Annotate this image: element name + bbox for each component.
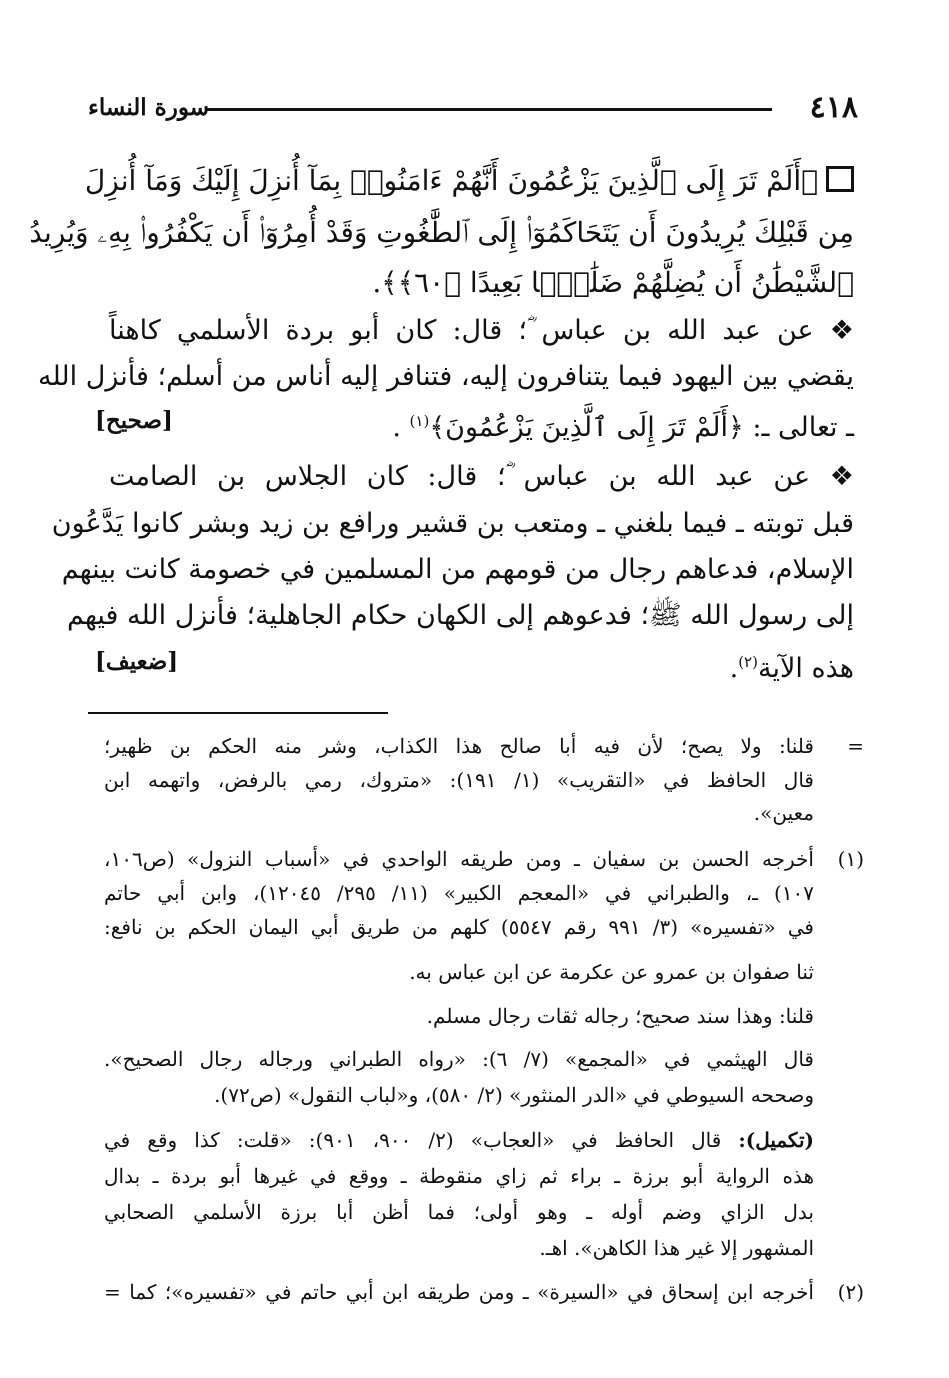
footnote-line: قال الحافظ في «التقريب» (١/ ١٩١): «متروك، رمي بالرفض، واتهمه ابن xyxy=(104,768,814,792)
footnote-line: معين». xyxy=(753,801,814,825)
footnote-line: قلنا: ولا يصح؛ لأن فيه أبا صالح هذا الكذاب، وشر منه الحكم بن ظهير؛ xyxy=(104,734,814,758)
square-bullet-icon xyxy=(826,166,854,192)
surah-title: سورة النساء xyxy=(88,94,209,121)
footnote-ref: (١) xyxy=(409,412,430,430)
footnote-line: أخرجه الحسن بن سفيان ـ ومن طريقه الواحدي في «أسباب النزول» (ص١٠٦، xyxy=(104,847,814,871)
footnote-line: قال الهيثمي في «المجمع» (٧/ ٦): «رواه الطبراني ورجاله رجال الصحيح». xyxy=(104,1047,814,1071)
footnote-line: (تكميل): قال الحافظ في «العجاب» (٢/ ٩٠٠، ٩٠١): «قلت: كذا وقع في xyxy=(104,1128,815,1152)
footnote-separator xyxy=(88,712,388,714)
continuation-marker: = xyxy=(847,734,864,758)
footnote-marker: (٢) xyxy=(837,1280,864,1304)
header-rule xyxy=(206,108,772,111)
footnote-line: المشهور إلا غير هذا الكاهن». اهـ. xyxy=(539,1236,814,1260)
hadith-line: هذه الآية$^{(٢)}$. xyxy=(729,653,854,684)
footnote-line: أخرجه ابن إسحاق في «السيرة» ـ ومن طريقه ابن أبي حاتم في «تفسيره»؛ كما = xyxy=(104,1280,814,1304)
footnote-line: وصححه السيوطي في «الدر المنثور» (٢/ ٥٨٠)، و«لباب النقول» (ص٧٢). xyxy=(214,1083,814,1107)
hadith-line: يقضي بين اليهود فيما يتنافرون إليه، فتنافر إليه أناس من أسلم؛ فأنزل الله xyxy=(38,361,854,392)
page-number: ٤١٨ xyxy=(809,90,858,125)
footnote-line: قلنا: وهذا سند صحيح؛ رجاله ثقات رجال مسلم. xyxy=(426,1004,814,1028)
footnote-ref: (٢) xyxy=(738,653,758,671)
hadith-line: ❖ عن عبد الله بن عباس ؓ؛ قال: كان أبو بردة الأسلمي كاهناً xyxy=(109,315,854,346)
footnote-line: ١٠٧) ـ، والطبراني في «المعجم الكبير» (١١/ ٢٩٥/ ١٢٠٤٥)، وابن أبي حاتم xyxy=(104,881,814,905)
footnote-line: بدل الزاي وضم أوله ـ وهو أولى؛ فما أظن أبا برزة الأسلمي الصحابي xyxy=(104,1200,814,1224)
hadith-line: إلى رسول الله ﷺ؛ فدعوهم إلى الكهان حكام الجاهلية؛ فأنزل الله فيهم xyxy=(66,600,854,631)
hadith-line: الإسلام، فدعاهم رجال من قومهم من المسلمين في خصومة كانت بينهم xyxy=(61,554,854,585)
grade-badge: [ضعيف] xyxy=(95,648,179,675)
hadith-line: ❖ عن عبد الله بن عباس ؓ؛ قال: كان الجلاس بن الصامت xyxy=(109,461,854,492)
tkmil-label: (تكميل): xyxy=(738,1128,815,1152)
verse-line: ٱلشَّيْطَٰنُ أَن يُضِلَّهُمْ ضَلَٰلًۢا بَعِيدًا ﴿٦٠﴾﴾. xyxy=(372,266,854,299)
footnote-marker: (١) xyxy=(837,847,864,871)
footnote-line: ثنا صفوان بن عمرو عن عكرمة عن ابن عباس به. xyxy=(409,960,814,984)
grade-badge: [صحيح] xyxy=(95,407,173,434)
footnote-line: هذه الرواية أبو برزة ـ براء ثم زاي منقوطة ـ ووقع في غيرها أبو بردة ـ بدال xyxy=(104,1164,814,1188)
page-header xyxy=(88,88,858,128)
verse-line: ﴿أَلَمْ تَرَ إِلَى ٱلَّذِينَ يَزْعُمُونَ أَنَّهُمْ ءَامَنُوا۟ بِمَآ أُنزِلَ إِلَيْكَ وَمَآ أُنزِلَ xyxy=(109,160,854,202)
footnote-line: في «تفسيره» (٣/ ٩٩١ رقم ٥٥٤٧) كلهم من طريق أبي اليمان الحكم بن نافع: xyxy=(104,915,814,939)
verse-line: مِن قَبْلِكَ يُرِيدُونَ أَن يَتَحَاكَمُوٓا۟ إِلَى ٱلطَّٰغُوتِ وَقَدْ أُمِرُوٓا۟ أَن يَكْفُرُوا۟ بِهِۦ وَيُرِيدُ xyxy=(29,216,854,249)
hadith-line: ـ تعالى ـ: ﴿أَلَمْ تَرَ إِلَى ٱلَّذِينَ يَزْعُمُونَ﴾$^{(١)}$ . xyxy=(392,412,854,443)
hadith-line: قبل توبته ـ فيما بلغني ـ ومتعب بن قشير ورافع بن زيد وبشر كانوا يَدَّعُون xyxy=(51,508,854,539)
